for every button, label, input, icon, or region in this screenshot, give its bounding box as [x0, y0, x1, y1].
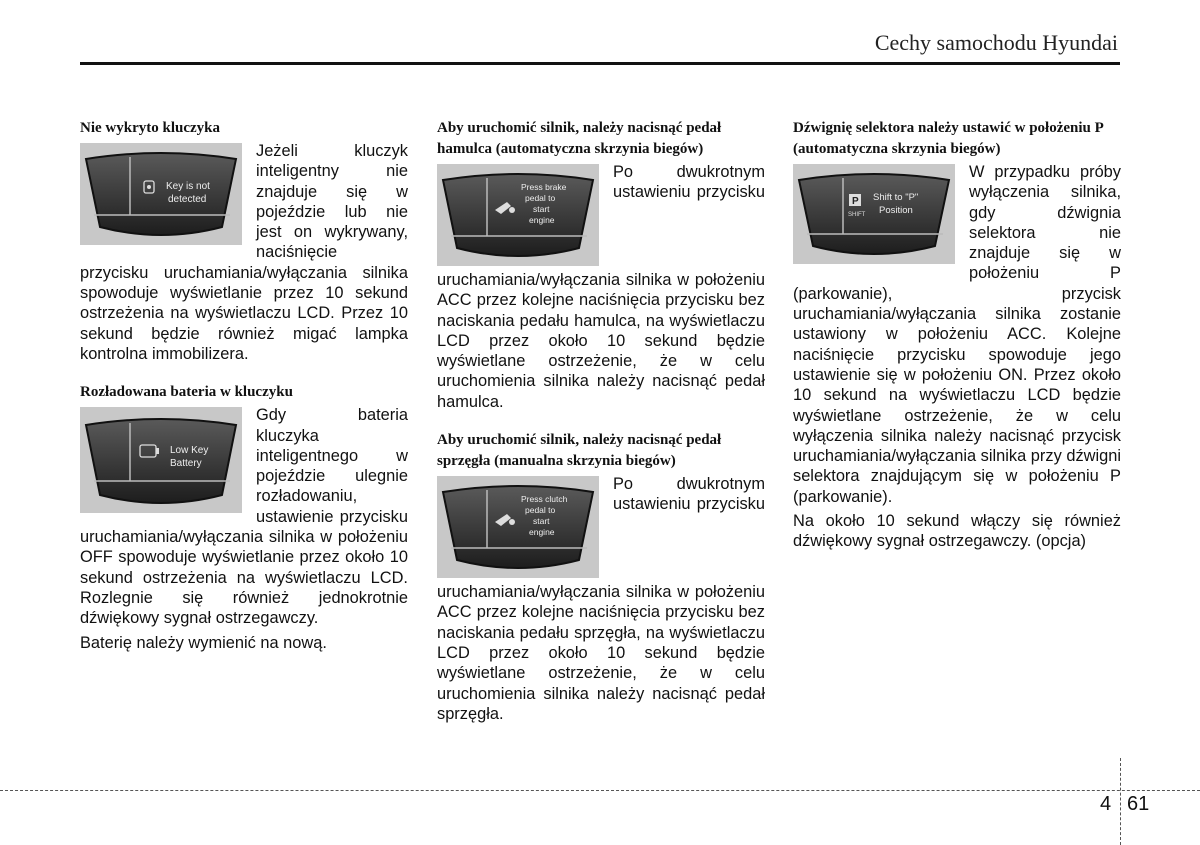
lcd-line-1: Press clutch — [521, 494, 568, 505]
lcd-line-3: start — [533, 516, 550, 527]
section-press-brake — [437, 118, 765, 412]
lcd-press-clutch-image — [437, 476, 599, 578]
page-header-title: Cechy samochodu Hyundai — [874, 30, 1118, 55]
lcd-line-1: Low Key — [170, 445, 209, 457]
lcd-line-2: detected — [168, 194, 207, 205]
lcd-line-4: engine — [529, 527, 555, 538]
svg-text:SHIFT: SHIFT — [848, 212, 866, 218]
lcd-line-1: Key is not — [166, 181, 210, 192]
page-number: 61 — [1127, 793, 1150, 815]
section-shift-to-p — [793, 118, 1121, 552]
section-heading: Aby uruchomić silnik, należy nacisnąć pedał sprzęgła (manualna skrzynia biegów) — [437, 432, 722, 470]
lcd-line-2: pedal to — [525, 505, 556, 516]
section-body: Po dwukrotnym ustawieniu przycisku uruchamiania/wyłączania silnika w położeniu ACC przez kolejne naciśnięcia przycisku bez naciskania pedału hamulca, na wyświetlaczu LCD przez około 10 sekund będzie wyświetlane ostrzeżenie, że w celu uruchomienia silnika należy nacisnąć pedał hamulca. — [437, 163, 765, 411]
lcd-key-not-detected-image — [80, 143, 242, 245]
section-heading: Aby uruchomić silnik, należy nacisnąć pedał hamulca (automatyczna skrzynia biegów) — [437, 120, 722, 157]
lcd-line-2: Battery — [170, 458, 202, 470]
lcd-line-4: engine — [529, 215, 555, 225]
lcd-line-2: Position — [879, 205, 913, 216]
section-low-key-battery — [80, 382, 408, 653]
section-body: Gdy bateria kluczyka inteligentnego w pojeździe ulegnie rozładowaniu, ustawienie przycisku uruchamiania/wyłączania silnika w położeniu OFF spowoduje wyświetlanie przez około 10 sekund ostrzeżenia na wyświetlaczu LCD. Rozlegnie się również jednokrotnie dźwiękowy sygnał ostrzegawczy. — [80, 406, 408, 628]
column-1 — [80, 118, 408, 671]
header-rule — [80, 62, 1120, 65]
svg-text:P: P — [852, 196, 859, 207]
section-body-extra: Baterię należy wymienić na nową. — [80, 633, 327, 652]
section-press-clutch — [437, 430, 765, 724]
lcd-low-key-battery-image — [80, 407, 242, 513]
section-body: Jeżeli kluczyk inteligentny nie znajduje się w pojeździe lub nie jest on wykrywany, naciśnięcie przycisku uruchamiania/wyłączania silnika spowoduje wyświetlanie przez 10 sekund ostrzeżenia na wyświetlaczu LCD. Przez 10 sekund będzie również migać lampka kontrolna immobilizera. — [80, 142, 408, 363]
section-heading: Dźwignię selektora należy ustawić w położeniu P (automatyczna skrzynia biegów) — [793, 120, 1103, 157]
section-body: W przypadku próby wyłączenia silnika, gdy dźwignia selektora nie znajduje się w położeniu P (parkowanie), przycisk uruchamiania/wyłączania silnika zostanie ustawiony w położeniu ACC. Kolejne naciśnięcie przycisku spowoduje jego ustawienie się w położeniu ON. Przez około 10 sekund na wyświetlaczu LCD będzie wyświetlane ostrzeżenie, że w celu wyłączenia silnika należy nacisnąć przycisk uruchamiania/wyłączania silnika przy dźwigni selektora znajdującym się w położeniu P (parkowanie). — [793, 163, 1121, 506]
lcd-line-1: Shift to "P" — [873, 192, 919, 203]
section-heading: Nie wykryto kluczyka — [80, 120, 220, 136]
lcd-line-1: Press brake — [521, 182, 567, 192]
lcd-press-brake-image — [437, 164, 599, 266]
section-body-extra: Na około 10 sekund włączy się również dźwiękowy sygnał ostrzegawczy. (opcja) — [793, 512, 1121, 551]
section-heading: Rozładowana bateria w kluczyku — [80, 384, 293, 401]
lcd-line-3: start — [533, 204, 550, 214]
chapter-number: 4 — [1100, 793, 1112, 815]
page-number-separator — [1120, 758, 1121, 845]
lcd-line-2: pedal to — [525, 193, 556, 203]
column-2 — [437, 118, 765, 742]
lcd-shift-to-p-image — [793, 164, 955, 264]
section-key-not-detected — [80, 118, 408, 364]
section-body: Po dwukrotnym ustawieniu przycisku uruchamiania/wyłączania silnika w położeniu ACC przez kolejne naciśnięcia przycisku bez naciskania pedału sprzęgła, na wyświetlaczu LCD przez około 10 sekund będzie wyświetlane ostrzeżenie, że w celu uruchomienia silnika należy nacisnąć pedał sprzęgła. — [437, 475, 765, 723]
column-3 — [793, 118, 1121, 570]
footer-dashed-rule — [0, 790, 1200, 791]
